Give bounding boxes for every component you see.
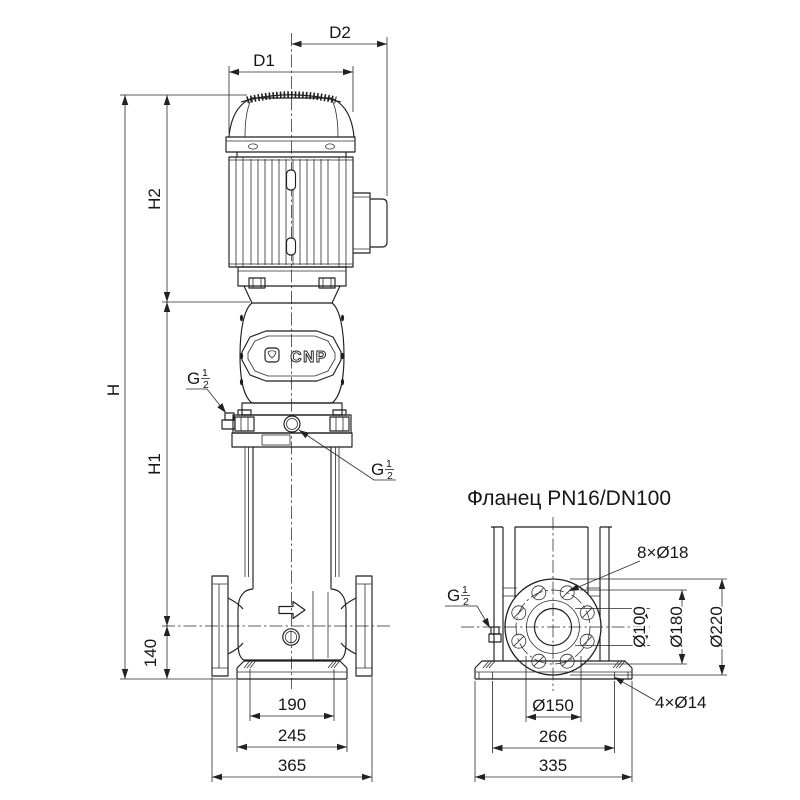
- svg-text:2: 2: [203, 379, 209, 391]
- dim-266: [493, 727, 615, 748]
- dim-190: [250, 695, 334, 716]
- bottom-casing: [238, 589, 346, 660]
- dim-label-245: 245: [277, 726, 307, 745]
- dim-label-o180: Ø180: [667, 606, 686, 648]
- base-bolt-hole: [328, 661, 340, 669]
- svg-text:1: 1: [202, 367, 208, 379]
- base-bolt-hole: [244, 661, 256, 669]
- label-bolt-holes-8xo18: [569, 543, 689, 591]
- dim-d2: [292, 23, 388, 44]
- svg-text:G: G: [371, 460, 385, 479]
- dim-label-190: 190: [277, 695, 307, 714]
- thread-label-g-half-left: [186, 367, 226, 413]
- dim-label-o150: Ø150: [532, 696, 574, 715]
- dim-label-4xo14: 4×Ø14: [655, 693, 707, 712]
- head-flange-assembly: [222, 403, 352, 447]
- base-bolt-hole: [483, 661, 495, 668]
- dim-label-h2: H2: [145, 188, 164, 210]
- svg-text:2: 2: [463, 596, 469, 608]
- motor-fan-cover: [226, 95, 355, 157]
- pump-head: [240, 303, 344, 403]
- tie-rods: [245, 447, 339, 577]
- dim-label-h1: H1: [145, 453, 164, 475]
- dim-label-266: 266: [538, 727, 568, 746]
- hex-nut: [235, 417, 254, 431]
- flow-arrow-icon: [279, 602, 305, 619]
- flange-vent-fitting: [489, 627, 501, 642]
- cnp-logo-text: CNP: [290, 349, 328, 366]
- pump-base: [237, 661, 347, 680]
- dim-335: [475, 756, 632, 777]
- thread-label-g-half-flange: [445, 584, 490, 628]
- flange-view-title: Фланец PN16/DN100: [466, 487, 672, 510]
- motor-body: [229, 157, 353, 267]
- dim-label-365: 365: [277, 756, 307, 775]
- dim-label-d2: D2: [329, 23, 351, 42]
- dim-port-150: [526, 696, 581, 717]
- dim-label-o100: Ø100: [630, 606, 649, 648]
- dim-d1: [229, 51, 353, 72]
- dim-140: [141, 626, 167, 679]
- dim-label-335: 335: [538, 756, 568, 775]
- dim-365: [212, 756, 372, 777]
- svg-text:2: 2: [387, 470, 393, 482]
- dim-label-h: H: [104, 383, 123, 397]
- dim-245: [237, 726, 347, 747]
- flange-view: [461, 487, 671, 691]
- label-base-holes-4xo14: [614, 677, 707, 712]
- motor-flange: [238, 267, 346, 303]
- dim-bore-100: [630, 606, 649, 648]
- dim-bolt-circle-180: [667, 590, 686, 664]
- terminal-box: [353, 193, 387, 253]
- hex-nut: [330, 417, 349, 431]
- dim-h2: [145, 95, 167, 302]
- dim-flange-od-220: [707, 579, 726, 675]
- pump-front-view: [162, 33, 392, 689]
- thread-label-g-half-right: [299, 430, 396, 482]
- dim-label-8xo18: 8×Ø18: [637, 543, 689, 562]
- dim-h: [104, 95, 125, 679]
- svg-text:G: G: [187, 369, 201, 388]
- dim-h1: [145, 302, 167, 626]
- base-bolt-hole: [613, 661, 625, 668]
- cnp-logo-mark-icon: [265, 348, 279, 362]
- fan-cover-screw: [326, 144, 335, 149]
- svg-text:G: G: [447, 586, 461, 605]
- svg-text:1: 1: [386, 458, 392, 470]
- dim-label-140: 140: [141, 638, 160, 668]
- pump-column: [245, 447, 339, 589]
- dim-label-d1: D1: [253, 51, 275, 70]
- svg-text:1: 1: [462, 584, 468, 596]
- fan-cover-screw: [249, 144, 258, 149]
- dim-label-o220: Ø220: [707, 606, 726, 648]
